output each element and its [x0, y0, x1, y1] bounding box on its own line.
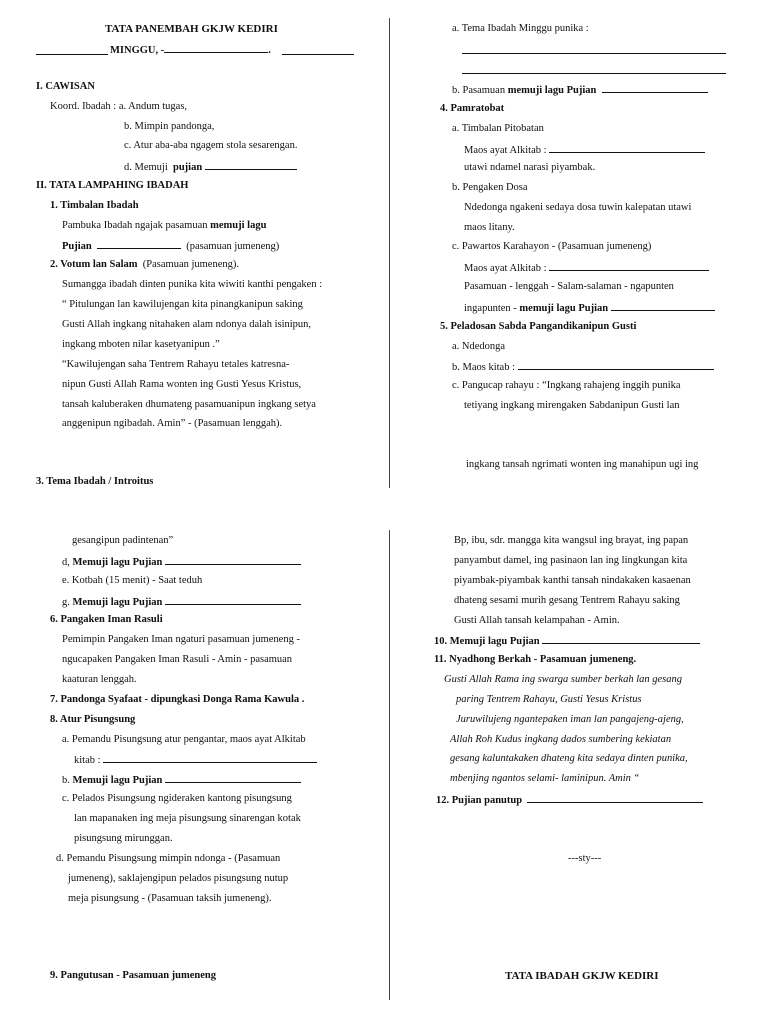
- item-5c-line-3: ingkang tansah ngrimati wonten ing manahipun ugi ing: [466, 459, 699, 470]
- item-6-line-3: kaaturan lenggah.: [62, 674, 137, 685]
- item-4b-line-1: Ndedonga ngakeni sedaya dosa tuwin kalepatan utawi: [464, 202, 692, 213]
- item-5-heading: 5. Peladosan Sabda Pangandikanipun Gusti: [440, 321, 637, 332]
- item-12-heading: 12. Pujian panutup: [436, 792, 703, 808]
- pangutusan-line-2: panyambut damel, ing pasinaon lan ing lingkungan kita: [454, 555, 688, 566]
- signature-sty: ---sty---: [568, 853, 602, 864]
- item-5b: b. Maos kitab :: [452, 359, 714, 375]
- koord-line: Koord. Ibadah : a. Andum tugas,: [50, 101, 188, 112]
- cawisan-c: c. Atur aba-aba ngagem stola sesarengan.: [124, 140, 298, 151]
- item-3-heading: 3. Tema Ibadah / Introitus: [36, 476, 154, 487]
- item-d-memuji: d, Memuji lagu Pujian: [62, 554, 301, 570]
- pangutusan-line-1: Bp, ibu, sdr. mangga kita wangsul ing brayat, ing papan: [454, 535, 689, 546]
- minggu-label: MINGGU, - .: [110, 42, 271, 58]
- item-2-line-6: nipun Gusti Allah Rama wonten ing Gusti Yesus Kristus,: [62, 379, 302, 390]
- divider-top: [389, 18, 390, 488]
- item-2-line-8: anggenipun ngibadah. Amin” - (Pasamuan lenggah).: [62, 418, 283, 429]
- item-4a-utawi: utawi ndamel narasi piyambak.: [464, 162, 596, 173]
- item-4c-maos: Maos ayat Alkitab :: [464, 260, 709, 276]
- item-8c-line-1: c. Pelados Pisungsung ngideraken kantong pisungsung: [62, 793, 292, 804]
- tema-line: a. Tema Ibadah Minggu punika :: [452, 23, 589, 34]
- tata-heading: II. TATA LAMPAHING IBADAH: [36, 180, 189, 191]
- cawisan-d: d. Memuji pujian: [124, 159, 297, 175]
- item-4a: a. Timbalan Pitobatan: [452, 123, 544, 134]
- item-5c-line-2: tetiyang ingkang mirengaken Sabdanipun Gusti lan: [464, 400, 680, 411]
- item-g-memuji: g. Memuji lagu Pujian: [62, 594, 301, 610]
- item-8-heading: 8. Atur Pisungsung: [50, 714, 136, 725]
- item-6-heading: 6. Pangaken Iman Rasuli: [50, 614, 163, 625]
- berkah-line-3: Juruwilujeng ngantepaken iman lan pangajeng-ajeng,: [456, 714, 684, 725]
- berkah-line-1: Gusti Allah Rama ing swarga sumber berkah lan gesang: [444, 674, 682, 685]
- item-2-heading: 2. Votum lan Salam (Pasamuan jumeneng).: [50, 259, 240, 270]
- berkah-line-2: paring Tentrem Rahayu, Gusti Yesus Kristus: [456, 694, 642, 705]
- tema-rule-2: [462, 73, 726, 74]
- footer-title: TATA IBADAH GKJW KEDIRI: [505, 970, 659, 982]
- pangutusan-line-5: Gusti Allah tansah kelampahan - Amin.: [454, 615, 620, 626]
- item-4-heading: 4. Pamratobat: [440, 103, 505, 114]
- item-4c: c. Pawartos Karahayon - (Pasamuan jumeneng): [452, 241, 652, 252]
- item-10-heading: 10. Memuji lagu Pujian: [434, 633, 700, 649]
- item-8b: b. Memuji lagu Pujian: [62, 772, 301, 788]
- pangutusan-line-3: piyambak-piyambak kanthi tansah nindakaken kasaenan: [454, 575, 691, 586]
- item-4c-line-2: Pasamuan - lenggah - Salam-salaman - ngapunten: [464, 281, 674, 292]
- item-6-line-1: Pemimpin Pangaken Iman ngaturi pasamuan jumeneng -: [62, 634, 300, 645]
- tema-rule-1: [462, 53, 726, 54]
- item-8d-line-3: meja pisungsung - (Pasamuan taksih jumeneng).: [68, 893, 272, 904]
- doc-title: TATA PANEMBAH GKJW KEDIRI: [105, 23, 278, 35]
- item-e-kotbah: e. Kotbah (15 menit) - Saat teduh: [62, 575, 203, 586]
- gesang-line: gesangipun padintenan”: [72, 535, 174, 546]
- cawisan-b: b. Mimpin pandonga,: [124, 121, 215, 132]
- item-5c-line-1: c. Pangucap rahayu : “Ingkang rahajeng inggih punika: [452, 380, 681, 391]
- berkah-line-6: mbenjing ngantos selami- laminipun. Amin “: [450, 773, 640, 784]
- item-8a-line-2: kitab :: [74, 752, 317, 768]
- item-4b: b. Pengaken Dosa: [452, 182, 528, 193]
- minggu-right-rule: [282, 54, 354, 55]
- item-1-line-1: Pambuka Ibadah ngajak pasamuan memuji lagu: [62, 220, 267, 231]
- item-1-heading: 1. Timbalan Ibadah: [50, 200, 139, 211]
- item-2-line-7: tansah kaluberaken dhumateng pasamuanipun ingkang setya: [62, 399, 316, 410]
- berkah-line-5: gesang kaluntakaken dhateng kita sedaya dinten punika,: [450, 753, 688, 764]
- divider-bottom: [389, 530, 390, 1000]
- item-2-line-1: Sumangga ibadah dinten punika kita wiwiti kanthi pengaken :: [62, 279, 323, 290]
- berkah-line-4: Allah Roh Kudus ingkang dados sumbering kekiatan: [450, 734, 672, 745]
- item-2-line-5: “Kawilujengan saha Tentrem Rahayu tetales katresna-: [62, 359, 290, 370]
- item-4c-line-3: ingapunten - memuji lagu Pujian: [464, 300, 715, 316]
- cawisan-heading: I. CAWISAN: [36, 81, 95, 92]
- item-1-line-2: Pujian (pasamuan jumeneng): [62, 238, 279, 254]
- item-2-line-2: “ Pitulungan lan kawilujengan kita pinangkanipun saking: [62, 299, 303, 310]
- item-8c-line-3: pisungsung mirunggan.: [74, 833, 173, 844]
- item-7-heading: 7. Pandonga Syafaat - dipungkasi Donga Rama Kawula .: [50, 694, 305, 705]
- item-4b-line-2: maos litany.: [464, 222, 515, 233]
- pangutusan-line-4: dhateng sesami murih gesang Tentrem Rahayu saking: [454, 595, 680, 606]
- item-8d-line-2: jumeneng), saklajengipun pelados pisungsung nutup: [68, 873, 289, 884]
- item-9-heading: 9. Pangutusan - Pasamuan jumeneng: [50, 970, 216, 981]
- item-2-line-3: Gusti Allah ingkang nitahaken alam ndonya dalah isinipun,: [62, 319, 312, 330]
- item-8a-line-1: a. Pemandu Pisungsung atur pengantar, maos ayat Alkitab: [62, 734, 306, 745]
- minggu-left-rule: [36, 54, 108, 55]
- item-2-line-4: ingkang mboten nilar kasetyanipun .”: [62, 339, 220, 350]
- item-11-heading: 11. Nyadhong Berkah - Pasamuan jumeneng.: [434, 654, 637, 665]
- item-8d-line-1: d. Pemandu Pisungsung mimpin ndonga - (Pasamuan: [56, 853, 281, 864]
- item-6-line-2: ngucapaken Pangaken Iman Rasuli - Amin - pasamuan: [62, 654, 293, 665]
- item-4a-maos: Maos ayat Alkitab :: [464, 142, 705, 158]
- item-5a: a. Ndedonga: [452, 341, 506, 352]
- pasamuan-memuji: b. Pasamuan memuji lagu Pujian: [452, 82, 708, 98]
- item-8c-line-2: lan mapanaken ing meja pisungsung sinarengan kotak: [74, 813, 301, 824]
